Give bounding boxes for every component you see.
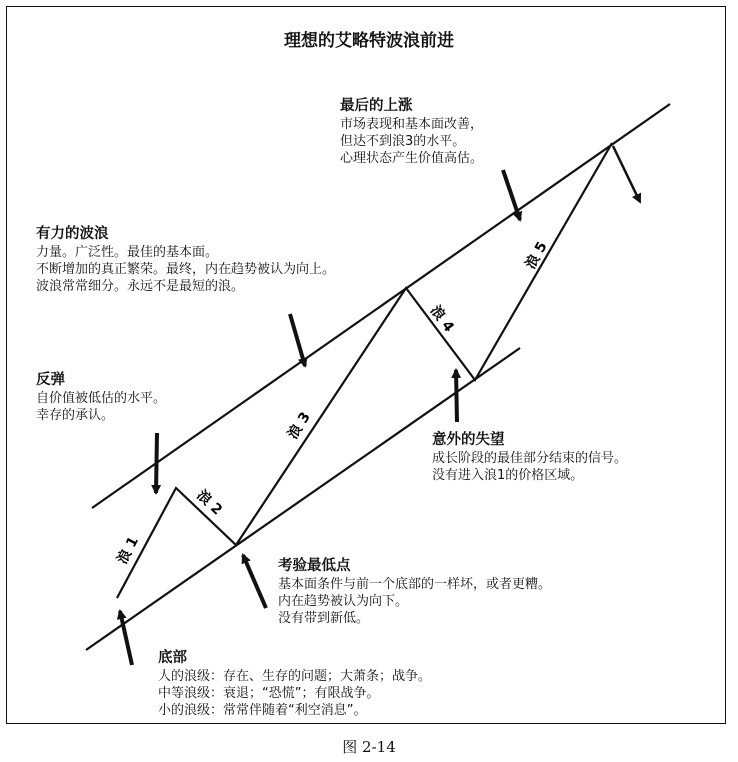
diagram-title: 理想的艾略特波浪前进 bbox=[284, 31, 454, 51]
annotation-line: 但达不到浪3的水平。 bbox=[340, 134, 466, 149]
annotation-bottom bbox=[158, 648, 431, 719]
annotation-line: 市场表现和基本面改善， bbox=[340, 117, 484, 132]
annotation-line: 小的浪级：常常伴随着“利空消息”。 bbox=[158, 703, 367, 718]
annotation-heading: 意外的失望 bbox=[432, 432, 505, 448]
annotation-line: 不断增加的真正繁荣。最终，内在趋势被认为向上。 bbox=[36, 262, 336, 277]
annotation-line: 没有带到新低。 bbox=[278, 611, 370, 626]
annotation-heading: 底部 bbox=[158, 650, 187, 666]
annotation-heading: 有力的波浪 bbox=[36, 226, 109, 242]
annotation-line: 力量。广泛性。最佳的基本面。 bbox=[36, 245, 219, 260]
annotation-line: 心理状态产生价值高估。 bbox=[340, 151, 484, 166]
annotation-disappointment bbox=[432, 430, 627, 484]
figure-caption: 图 2-14 bbox=[342, 738, 396, 756]
arrow-disappointment bbox=[456, 370, 457, 422]
annotation-line: 波浪常常细分。永远不是最短的浪。 bbox=[36, 279, 245, 294]
annotation-line: 内在趋势被认为向下。 bbox=[278, 594, 409, 609]
arrow-rebound bbox=[156, 433, 157, 493]
wave-label-1: 浪 1 bbox=[114, 534, 142, 567]
annotation-heading: 考验最低点 bbox=[278, 558, 351, 574]
annotation-line: 成长阶段的最佳部分结束的信号。 bbox=[432, 451, 628, 466]
arrow-last-rise bbox=[503, 170, 520, 220]
annotation-heading: 最后的上涨 bbox=[340, 98, 413, 114]
annotation-heading: 反弹 bbox=[36, 372, 65, 388]
wave-label-4: 浪 4 bbox=[426, 302, 457, 336]
annotation-test-low bbox=[278, 556, 551, 627]
annotation-strong-wave bbox=[36, 224, 335, 295]
wave-label-2: 浪 2 bbox=[193, 487, 226, 519]
wave-path bbox=[117, 143, 612, 598]
annotation-line: 自价值被低估的水平。 bbox=[36, 391, 167, 406]
arrow-test-low bbox=[243, 555, 266, 608]
annotation-last-rise bbox=[340, 96, 483, 167]
arrow-strong-wave bbox=[290, 314, 305, 366]
wave-label-3: 浪 3 bbox=[284, 409, 314, 443]
annotation-line: 人的浪级：存在、生存的问题；大萧条；战争。 bbox=[158, 669, 432, 684]
arrow-top-decline bbox=[613, 146, 640, 202]
annotation-line: 幸存的承认。 bbox=[36, 408, 115, 423]
annotation-line: 基本面条件与前一个底部的一样坏，或者更糟。 bbox=[278, 577, 552, 592]
wave-label-5: 浪 5 bbox=[522, 239, 551, 272]
annotation-line: 中等浪级：衰退；“恐慌”；有限战争。 bbox=[158, 686, 380, 701]
annotation-rebound bbox=[36, 370, 166, 424]
annotation-line: 没有进入浪1的价格区域。 bbox=[432, 468, 584, 483]
